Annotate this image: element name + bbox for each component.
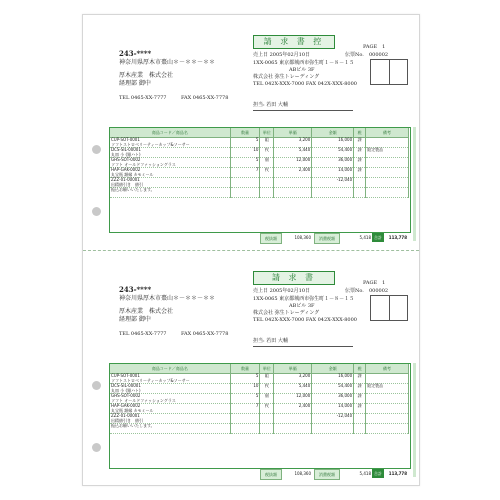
product-name: 振込お願いいたします。 [111, 423, 155, 428]
page-label: PAGE 1 [363, 280, 386, 286]
qty-cell [230, 188, 260, 198]
tax-cell [354, 414, 366, 424]
amount-cell: -12,040 [312, 414, 354, 424]
column-header: 単価 [274, 128, 312, 138]
product-cell [110, 138, 231, 148]
product-code: DCS-SIL-00001 [111, 147, 141, 152]
sales-date: 売上日 2005年02月10日 [253, 52, 311, 58]
items-header-row [110, 364, 409, 374]
price-cell: 12,000 [274, 394, 312, 404]
price-cell: 2,400 [274, 404, 312, 414]
qty-cell: 10 [230, 148, 260, 158]
slip-no: 000002 [369, 288, 389, 294]
column-header: 税 [354, 128, 366, 138]
product-cell [110, 148, 231, 158]
column-header: 数量 [230, 364, 260, 374]
column-header: 単位 [260, 128, 274, 138]
tax-cell [354, 188, 366, 198]
column-header: 税 [354, 364, 366, 374]
amount-cell: 36,000 [312, 158, 354, 168]
product-cell [110, 424, 231, 434]
product-name: ソフト オールドファッショングラス [111, 397, 176, 403]
customer-tel: TEL 0465-XX-7777 [119, 331, 167, 337]
price-cell: 5,440 [274, 148, 312, 158]
product-code: ZZZ-01-00001 [111, 177, 140, 182]
total-value: 113,778 [388, 471, 407, 476]
product-cell [110, 188, 231, 198]
sender-building: ABビル 3F [289, 303, 315, 309]
table-row [110, 138, 409, 148]
table-row [110, 188, 409, 198]
tax-cell: 課 [354, 158, 366, 168]
price-cell [274, 178, 312, 188]
tax-label: 消費税額 [314, 469, 340, 480]
tax-cell: 課 [354, 148, 366, 158]
unit-cell: 個 [260, 158, 274, 168]
sender-building: ABビル 3F [289, 67, 315, 73]
price-cell: 2,400 [274, 168, 312, 178]
unit-cell: 枚 [260, 384, 274, 394]
stamp-box [370, 295, 408, 321]
product-name: ソフトストロベリーティーカップ&ソーサー [111, 377, 190, 383]
note-cell [366, 158, 409, 168]
unit-cell: 組 [260, 374, 274, 384]
unit-cell [260, 424, 274, 434]
note-cell [366, 374, 409, 384]
customer-dept: 経理部 御中 [119, 80, 151, 87]
product-cell [110, 414, 231, 424]
column-header: 商品コード／商品名 [110, 364, 231, 374]
table-row [110, 424, 409, 434]
amount-cell [312, 188, 354, 198]
note-cell [366, 414, 409, 424]
amount-cell [312, 424, 354, 434]
product-name: 出精値引き 値引 [111, 417, 143, 423]
product-cell [110, 158, 231, 168]
table-row [110, 178, 409, 188]
sender-tel-fax: TEL 042X-XXX-7000 FAX 042X-XXX-8000 [253, 81, 357, 87]
price-cell [274, 414, 312, 424]
total-value: 113,778 [388, 235, 407, 240]
product-code: ZZZ-01-00001 [111, 413, 140, 418]
note-cell: 限定製品 [366, 148, 409, 158]
product-code: GHS-SOT-0002 [111, 157, 141, 162]
tax-cell: 課 [354, 138, 366, 148]
sales-date: 売上日 2005年02月10日 [253, 288, 311, 294]
tax-cell: 課 [354, 374, 366, 384]
price-cell: 3,200 [274, 138, 312, 148]
column-header: 金額 [312, 128, 354, 138]
customer-fax: FAX 0465-XX-7778 [181, 331, 229, 337]
table-row [110, 384, 409, 394]
qty-cell [230, 414, 260, 424]
tax-cell: 課 [354, 168, 366, 178]
tax-cell: 課 [354, 384, 366, 394]
form-title: 請 求 書 [253, 271, 335, 285]
amount-cell: 14,000 [312, 404, 354, 414]
price-cell [274, 188, 312, 198]
amount-cell: 54,400 [312, 148, 354, 158]
price-cell: 5,440 [274, 384, 312, 394]
unit-cell: 枚 [260, 404, 274, 414]
table-row [110, 374, 409, 384]
amount-cell: -12,040 [312, 178, 354, 188]
note-cell [366, 188, 409, 198]
customer-company: 厚木産業 株式会社 [119, 308, 174, 315]
totals-row [109, 233, 409, 242]
product-code: DCS-SIL-00001 [111, 383, 141, 388]
stamp-box [370, 59, 408, 85]
staff-name: 担当: 若田 大輔 [253, 102, 288, 109]
unit-cell: 組 [260, 138, 274, 148]
product-name: 丸皿 小 (銀ハト) [111, 387, 141, 393]
product-name: 丸宝瓶 額縁 カモミール [111, 171, 154, 177]
qty-cell: 7 [230, 404, 260, 414]
unit-cell: 個 [260, 394, 274, 404]
product-code: CUP-SOT-0001 [111, 137, 140, 142]
tax-cell: 課 [354, 404, 366, 414]
column-header: 単価 [274, 364, 312, 374]
postal-code: 243-**** [119, 285, 152, 294]
items-table [109, 363, 409, 434]
price-cell: 3,200 [274, 374, 312, 384]
table-row [110, 158, 409, 168]
qty-cell: 5 [230, 394, 260, 404]
column-header: 備考 [366, 128, 409, 138]
amount-cell: 54,400 [312, 384, 354, 394]
price-cell [274, 424, 312, 434]
table-row [110, 404, 409, 414]
slip-no: 000002 [369, 52, 389, 58]
form-title: 請 求 書 控 [253, 35, 335, 49]
items-header-row [110, 128, 409, 138]
product-cell [110, 374, 231, 384]
amount-cell: 36,000 [312, 394, 354, 404]
product-code: CUP-SOT-0001 [111, 373, 140, 378]
qty-cell: 5 [230, 158, 260, 168]
customer-company: 厚木産業 株式会社 [119, 72, 174, 79]
column-header: 数量 [230, 128, 260, 138]
customer-tel: TEL 0465-XX-7777 [119, 95, 167, 101]
product-cell [110, 384, 231, 394]
note-cell [366, 394, 409, 404]
sender-tel-fax: TEL 042X-XXX-7000 FAX 042X-XXX-8000 [253, 317, 357, 323]
note-cell: 限定製品 [366, 384, 409, 394]
side-strip [413, 127, 416, 241]
note-cell [366, 178, 409, 188]
qty-cell: 10 [230, 384, 260, 394]
unit-cell: 枚 [260, 148, 274, 158]
table-row [110, 168, 409, 178]
qty-cell [230, 178, 260, 188]
sender-company: 株式会社 弥生トレーディング [253, 74, 320, 80]
customer-address: 神奈川県厚木市棗山＊－＊＊－＊＊ [119, 295, 216, 302]
amount-cell: 14,000 [312, 168, 354, 178]
unit-cell [260, 188, 274, 198]
slip-no-label: 伝票No. [345, 288, 364, 294]
qty-cell [230, 424, 260, 434]
unit-cell [260, 414, 274, 424]
note-cell [366, 138, 409, 148]
note-cell [366, 424, 409, 434]
product-code: GHS-SOT-0002 [111, 393, 141, 398]
page-label: PAGE 1 [363, 44, 386, 50]
tax-value: 5,418 [359, 471, 371, 476]
tax-cell: 課 [354, 394, 366, 404]
subtotal-value: 108,360 [294, 235, 311, 240]
subtotal-label: 税抜額 [260, 469, 282, 480]
sender-address: 1XX-0065 東京都城西市弥生町１－８－１５ [253, 296, 355, 302]
customer-address: 神奈川県厚木市棗山＊－＊＊－＊＊ [119, 59, 216, 66]
invoice-sheet [82, 14, 420, 486]
unit-cell: 枚 [260, 168, 274, 178]
note-cell [366, 404, 409, 414]
tax-value: 5,418 [359, 235, 371, 240]
invoice-copy-form [83, 15, 419, 245]
note-cell [366, 168, 409, 178]
column-header: 単位 [260, 364, 274, 374]
subtotal-value: 108,360 [294, 471, 311, 476]
customer-fax: FAX 0465-XX-7778 [181, 95, 229, 101]
tax-cell [354, 424, 366, 434]
staff-name: 担当: 若田 大輔 [253, 338, 288, 345]
product-cell [110, 394, 231, 404]
product-name: 出精値引き 値引 [111, 181, 143, 187]
tax-label: 消費税額 [314, 233, 340, 244]
total-label: 合計 [374, 471, 382, 476]
qty-cell: 7 [230, 168, 260, 178]
product-cell [110, 168, 231, 178]
sender-company: 株式会社 弥生トレーディング [253, 310, 320, 316]
product-name: ソフト オールドファッショングラス [111, 161, 176, 167]
table-row [110, 148, 409, 158]
product-name: 丸皿 小 (銀ハト) [111, 151, 141, 157]
table-row [110, 394, 409, 404]
items-table [109, 127, 409, 198]
totals-row [109, 469, 409, 478]
invoice-form [83, 251, 419, 481]
amount-cell: 16,000 [312, 138, 354, 148]
unit-cell [260, 178, 274, 188]
product-cell [110, 404, 231, 414]
qty-cell: 5 [230, 138, 260, 148]
column-header: 商品コード／商品名 [110, 128, 231, 138]
product-code: HAP-GAK-0002 [111, 167, 141, 172]
column-header: 金額 [312, 364, 354, 374]
product-code: HAP-GAK-0002 [111, 403, 141, 408]
product-name: 振込お願いいたします。 [111, 187, 155, 192]
subtotal-label: 税抜額 [260, 233, 282, 244]
side-strip [413, 363, 416, 477]
customer-dept: 経理部 御中 [119, 316, 151, 323]
sender-address: 1XX-0065 東京都城西市弥生町１－８－１５ [253, 60, 355, 66]
qty-cell: 5 [230, 374, 260, 384]
amount-cell: 16,000 [312, 374, 354, 384]
slip-no-label: 伝票No. [345, 52, 364, 58]
price-cell: 12,000 [274, 158, 312, 168]
column-header: 備考 [366, 364, 409, 374]
postal-code: 243-**** [119, 49, 152, 58]
tax-cell [354, 178, 366, 188]
product-name: 丸宝瓶 額縁 カモミール [111, 407, 154, 413]
total-label: 合計 [374, 235, 382, 240]
table-row [110, 414, 409, 424]
product-name: ソフトストロベリーティーカップ&ソーサー [111, 141, 190, 147]
product-cell [110, 178, 231, 188]
